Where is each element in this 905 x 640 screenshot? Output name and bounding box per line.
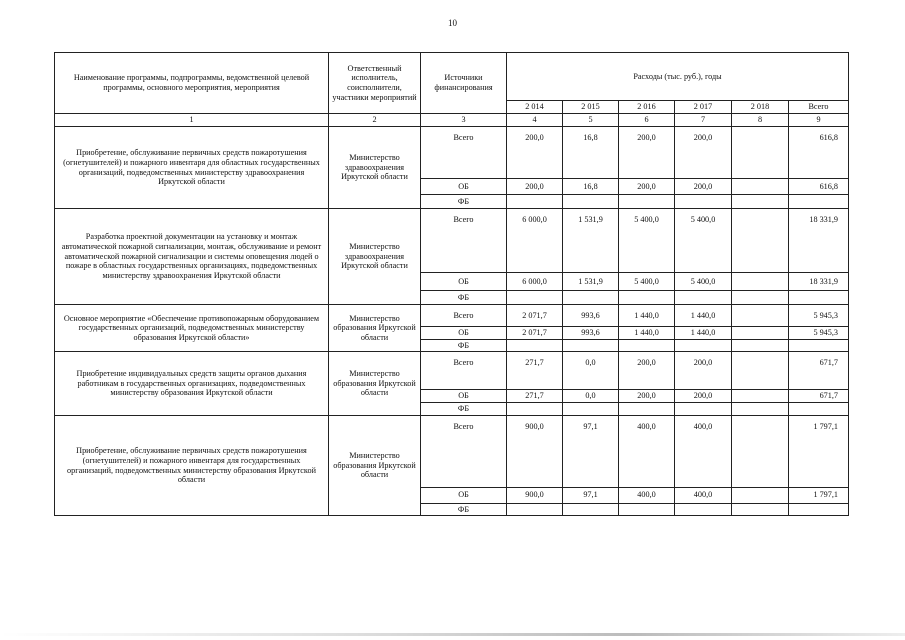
column-number: 4 (507, 114, 563, 127)
budget-table (54, 52, 849, 516)
year-value-cell (732, 305, 789, 327)
total-cell: 5 945,3 (789, 327, 849, 340)
funding-source: ОБ (421, 273, 507, 291)
header-executor: Ответственный исполнитель, соисполнители, участники мероприятий (329, 53, 421, 114)
year-header: 2 016 (619, 101, 675, 114)
year-value-cell (732, 195, 789, 209)
column-number: 2 (329, 114, 421, 127)
total-cell: 671,7 (789, 390, 849, 403)
year-value-cell: 200,0 (619, 179, 675, 195)
funding-source: Всего (421, 127, 507, 179)
year-value-cell (732, 415, 789, 487)
year-value-cell: 200,0 (507, 179, 563, 195)
year-value-cell: 1 440,0 (675, 327, 732, 340)
year-header: 2 014 (507, 101, 563, 114)
year-value-cell (507, 291, 563, 305)
year-value-cell: 1 440,0 (619, 327, 675, 340)
year-value-cell (732, 179, 789, 195)
total-cell: 616,8 (789, 179, 849, 195)
funding-source: Всего (421, 209, 507, 273)
year-value-cell (563, 339, 619, 352)
funding-source: ФБ (421, 403, 507, 416)
funding-source: Всего (421, 352, 507, 390)
year-value-cell: 271,7 (507, 352, 563, 390)
year-value-cell: 400,0 (675, 415, 732, 487)
year-value-cell: 200,0 (619, 127, 675, 179)
year-value-cell: 400,0 (619, 415, 675, 487)
total-cell (789, 291, 849, 305)
year-value-cell: 5 400,0 (675, 209, 732, 273)
year-value-cell: 2 071,7 (507, 305, 563, 327)
year-value-cell (732, 352, 789, 390)
year-value-cell (732, 127, 789, 179)
year-value-cell (732, 403, 789, 416)
responsible-executor: Министерство образования Иркутской области (329, 305, 421, 352)
year-value-cell: 5 400,0 (619, 273, 675, 291)
year-value-cell: 5 400,0 (675, 273, 732, 291)
column-number: 6 (619, 114, 675, 127)
year-value-cell (507, 403, 563, 416)
funding-source: ОБ (421, 390, 507, 403)
year-value-cell: 200,0 (675, 179, 732, 195)
measure-name: Приобретение индивидуальных средств защиты органов дыхания работникам в государственных организациях, подведомственных министерству образования Иркутской области (55, 352, 329, 415)
year-value-cell (732, 390, 789, 403)
year-value-cell (675, 403, 732, 416)
responsible-executor: Министерство образования Иркутской области (329, 352, 421, 415)
table-row (55, 209, 849, 273)
year-value-cell: 200,0 (507, 127, 563, 179)
year-value-cell (732, 273, 789, 291)
column-number: 1 (55, 114, 329, 127)
year-value-cell (675, 503, 732, 516)
column-number: 5 (563, 114, 619, 127)
measure-name: Разработка проектной документации на установку и монтаж автоматической пожарной сигнализации, монтаж, обслуживание и ремонт автоматической пожарной сигнализации и системы оповещения людей о пожаре в областных государственных организациях, подведомственных министерству здравоохранения Иркутской области (55, 209, 329, 305)
column-number: 9 (789, 114, 849, 127)
responsible-executor: Министерство здравоохранения Иркутской области (329, 209, 421, 305)
funding-source: ОБ (421, 327, 507, 340)
year-value-cell: 200,0 (619, 352, 675, 390)
year-value-cell: 97,1 (563, 415, 619, 487)
year-value-cell (619, 195, 675, 209)
year-value-cell (507, 503, 563, 516)
year-value-cell: 6 000,0 (507, 209, 563, 273)
year-value-cell: 5 400,0 (619, 209, 675, 273)
total-cell: 1 797,1 (789, 487, 849, 503)
year-value-cell: 1 531,9 (563, 273, 619, 291)
column-number: 3 (421, 114, 507, 127)
year-value-cell: 200,0 (619, 390, 675, 403)
year-value-cell: 993,6 (563, 305, 619, 327)
year-value-cell: 200,0 (675, 127, 732, 179)
year-value-cell: 2 071,7 (507, 327, 563, 340)
year-value-cell (732, 503, 789, 516)
header-name: Наименование программы, подпрограммы, ведомственной целевой программы, основного мероприятия, мероприятия (55, 53, 329, 114)
year-value-cell: 16,8 (563, 127, 619, 179)
total-cell: 616,8 (789, 127, 849, 179)
year-value-cell: 400,0 (675, 487, 732, 503)
year-value-cell: 200,0 (675, 352, 732, 390)
year-header: 2 018 (732, 101, 789, 114)
year-value-cell: 900,0 (507, 415, 563, 487)
year-value-cell: 993,6 (563, 327, 619, 340)
total-cell: 1 797,1 (789, 415, 849, 487)
page-number: 10 (448, 18, 457, 28)
table-row (55, 305, 849, 327)
year-value-cell: 1 440,0 (675, 305, 732, 327)
measure-name: Основное мероприятие «Обеспечение противопожарным оборудованием государственных организаций, подведомственных министерству образования Иркутской области» (55, 305, 329, 352)
year-value-cell (563, 291, 619, 305)
year-value-cell (732, 327, 789, 340)
scan-edge (0, 633, 905, 636)
year-value-cell (563, 195, 619, 209)
funding-source: ФБ (421, 503, 507, 516)
total-cell (789, 403, 849, 416)
year-value-cell: 16,8 (563, 179, 619, 195)
year-header: 2 015 (563, 101, 619, 114)
year-value-cell (563, 503, 619, 516)
year-value-cell (732, 291, 789, 305)
year-header: 2 017 (675, 101, 732, 114)
table-row (55, 127, 849, 179)
total-cell (789, 503, 849, 516)
year-value-cell (732, 339, 789, 352)
year-value-cell: 0,0 (563, 352, 619, 390)
measure-name: Приобретение, обслуживание первичных средств пожаротушения (огнетушителей) и пожарного инвентаря для областных государственных организаций, подведомственных министерству здравоохранения Иркутской области (55, 127, 329, 209)
column-numbers-row (55, 114, 849, 127)
year-value-cell: 200,0 (675, 390, 732, 403)
year-value-cell (563, 403, 619, 416)
total-cell: 5 945,3 (789, 305, 849, 327)
funding-source: ОБ (421, 179, 507, 195)
year-value-cell: 271,7 (507, 390, 563, 403)
responsible-executor: Министерство здравоохранения Иркутской области (329, 127, 421, 209)
year-value-cell (507, 339, 563, 352)
column-number: 7 (675, 114, 732, 127)
funding-source: ФБ (421, 195, 507, 209)
column-number: 8 (732, 114, 789, 127)
funding-source: ФБ (421, 291, 507, 305)
year-value-cell: 0,0 (563, 390, 619, 403)
year-value-cell (732, 209, 789, 273)
year-value-cell (732, 487, 789, 503)
year-value-cell: 400,0 (619, 487, 675, 503)
total-header: Всего (789, 101, 849, 114)
year-value-cell (675, 195, 732, 209)
year-value-cell: 6 000,0 (507, 273, 563, 291)
total-cell: 671,7 (789, 352, 849, 390)
year-value-cell: 900,0 (507, 487, 563, 503)
year-value-cell (675, 291, 732, 305)
year-value-cell: 1 531,9 (563, 209, 619, 273)
measure-name: Приобретение, обслуживание первичных средств пожаротушения (огнетушителей) и пожарного инвентаря для государственных организаций, подведомственных министерству образования Иркутской области (55, 415, 329, 516)
funding-source: ОБ (421, 487, 507, 503)
year-value-cell (619, 339, 675, 352)
year-value-cell: 1 440,0 (619, 305, 675, 327)
header-sources: Источники финансирования (421, 53, 507, 114)
total-cell (789, 339, 849, 352)
year-value-cell (619, 503, 675, 516)
year-value-cell: 97,1 (563, 487, 619, 503)
total-cell: 18 331,9 (789, 273, 849, 291)
total-cell (789, 195, 849, 209)
year-value-cell (675, 339, 732, 352)
funding-source: Всего (421, 415, 507, 487)
year-value-cell (619, 291, 675, 305)
funding-source: Всего (421, 305, 507, 327)
table-row (55, 352, 849, 390)
table-row (55, 415, 849, 487)
year-value-cell (619, 403, 675, 416)
year-value-cell (507, 195, 563, 209)
total-cell: 18 331,9 (789, 209, 849, 273)
header-expenses: Расходы (тыс. руб.), годы (507, 53, 849, 101)
responsible-executor: Министерство образования Иркутской области (329, 415, 421, 516)
funding-source: ФБ (421, 339, 507, 352)
